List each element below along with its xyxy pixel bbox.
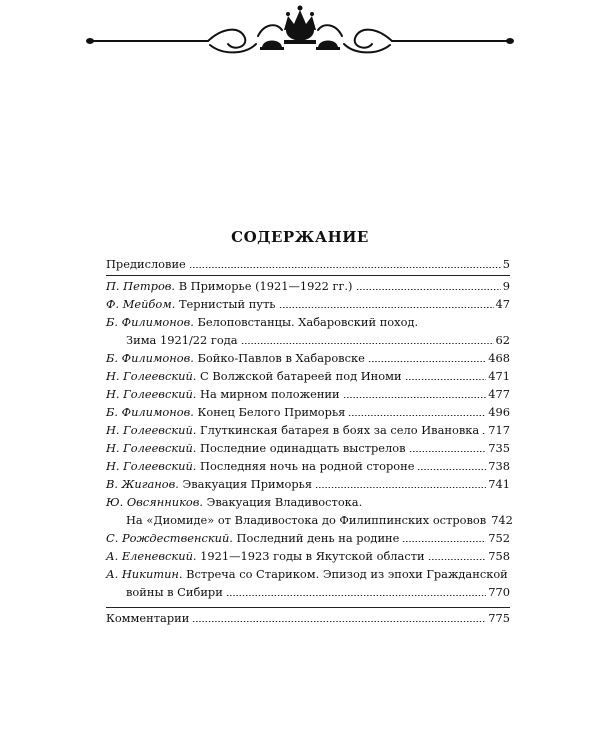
toc-line [106, 478, 510, 491]
entry-author: П. Петров. [106, 279, 176, 293]
entry-title: Комментарии [106, 611, 190, 625]
page-number: 758 [488, 549, 510, 563]
entry-title: Конец Белого Приморья [197, 405, 346, 419]
entry-title: С Волжской батареей под Иноми [200, 369, 402, 383]
entry-author: Н. Голеевский. [106, 459, 197, 473]
page-number: 5 [502, 257, 510, 271]
toc-line [106, 460, 510, 473]
entry-title-continued: На «Диомиде» от Владивостока до Филиппинских островов [126, 513, 487, 527]
toc-entry [106, 568, 510, 599]
dot-leader [417, 469, 486, 470]
entry-author: А. Никитин. [106, 567, 183, 581]
dot-leader [356, 289, 501, 290]
toc-line-continued [106, 586, 510, 599]
dot-leader [315, 487, 486, 488]
separator-line [106, 275, 510, 276]
toc-line [106, 442, 510, 455]
entry-title-continued: войны в Сибири [126, 585, 223, 599]
entry-title: Последний день на родине [236, 531, 400, 545]
entry-title: Предисловие [106, 257, 186, 271]
dot-leader [192, 621, 486, 622]
toc-line [106, 370, 510, 383]
toc-entry [106, 388, 510, 401]
page-number: 741 [488, 477, 510, 491]
entry-title: На мирном положении [200, 387, 340, 401]
page-number: 770 [488, 585, 510, 599]
entry-author: С. Рождественский. [106, 531, 233, 545]
entry-title: Встреча со Стариком. Эпизод из эпохи Гражданской [186, 567, 508, 581]
page-number: 496 [488, 405, 510, 419]
dot-leader [343, 397, 487, 398]
dot-leader [189, 267, 501, 268]
toc-line [106, 316, 510, 329]
toc-line [106, 406, 510, 419]
dot-leader [348, 415, 486, 416]
toc-line [106, 424, 510, 437]
page-number: 468 [488, 351, 510, 365]
entry-author: Б. Филимонов. [106, 405, 194, 419]
page-number: 477 [488, 387, 510, 401]
toc-entry-comments [106, 612, 510, 625]
dot-leader [279, 307, 494, 308]
entry-title: Эвакуация Владивостока. [206, 495, 363, 509]
entry-title: В Приморье (1921—1922 гг.) [178, 279, 353, 293]
entry-author: Б. Филимонов. [106, 351, 194, 365]
dot-leader [409, 451, 487, 452]
dot-leader [428, 559, 487, 560]
toc-entry [106, 550, 510, 563]
toc-line [106, 568, 510, 581]
page-number: 735 [488, 441, 510, 455]
entry-author: А. Еленевский. [106, 549, 197, 563]
toc-line [106, 550, 510, 563]
entry-author: Н. Голеевский. [106, 423, 197, 437]
toc-line [106, 532, 510, 545]
entry-title: Эвакуация Приморья [182, 477, 312, 491]
entry-title: Белоповстанцы. Хабаровский поход. [197, 315, 419, 329]
toc-line-continued [106, 513, 513, 527]
toc-entry [106, 370, 510, 383]
toc-line [106, 352, 510, 365]
dot-leader [402, 541, 486, 542]
page-number: 62 [495, 333, 510, 347]
page-number: 738 [488, 459, 510, 473]
separator-line [106, 607, 510, 608]
entry-author: Ю. Овсянников. [106, 495, 203, 509]
toc-entry [106, 532, 510, 545]
entry-title: Последняя ночь на родной стороне [200, 459, 415, 473]
toc-line [106, 258, 510, 271]
entry-author: Н. Голеевский. [106, 441, 197, 455]
toc-entry [106, 298, 510, 311]
entry-title: Глуткинская батарея в боях за село Ивановка [200, 423, 480, 437]
entry-author: Н. Голеевский. [106, 387, 197, 401]
dot-leader [241, 343, 494, 344]
toc-entry [106, 442, 510, 455]
entry-title: Последние одинадцать выстрелов [200, 441, 406, 455]
page-number: 752 [488, 531, 510, 545]
page-number: 742 [491, 513, 513, 527]
toc-line [106, 298, 510, 311]
toc-entry [106, 495, 513, 527]
entry-title: Тернистый путь [178, 297, 276, 311]
toc-entry [106, 352, 510, 365]
toc-line [106, 388, 510, 401]
entry-author: Н. Голеевский. [106, 369, 197, 383]
entry-author: Б. Филимонов. [106, 315, 194, 329]
page-number: 9 [502, 279, 510, 293]
toc-entry [106, 280, 510, 293]
toc-entry [106, 424, 510, 437]
toc-line [106, 280, 510, 293]
entry-author: Ф. Мейбом. [106, 297, 176, 311]
dot-leader [405, 379, 487, 380]
toc-line [106, 496, 510, 509]
toc-entry [106, 316, 510, 347]
toc-title: СОДЕРЖАНИЕ [231, 228, 369, 246]
toc-entry [106, 460, 510, 473]
page-number: 775 [488, 611, 510, 625]
page-number: 717 [488, 423, 510, 437]
dot-leader [226, 595, 486, 596]
page-number: 471 [488, 369, 510, 383]
toc-entry [106, 478, 510, 491]
toc-entry [106, 406, 510, 419]
toc-entry-foreword [106, 258, 510, 271]
dot-leader [368, 361, 486, 362]
page-number: 47 [495, 297, 510, 311]
toc-line [106, 612, 510, 625]
dot-leader [482, 433, 486, 434]
entry-title: Бойко-Павлов в Хабаровске [197, 351, 365, 365]
header-ornament [0, 0, 600, 80]
entry-title: 1921—1923 годы в Якутской области [200, 549, 425, 563]
entry-title-continued: Зима 1921/22 года [126, 333, 238, 347]
toc-line-continued [106, 334, 510, 347]
entry-author: В. Жиганов. [106, 477, 179, 491]
